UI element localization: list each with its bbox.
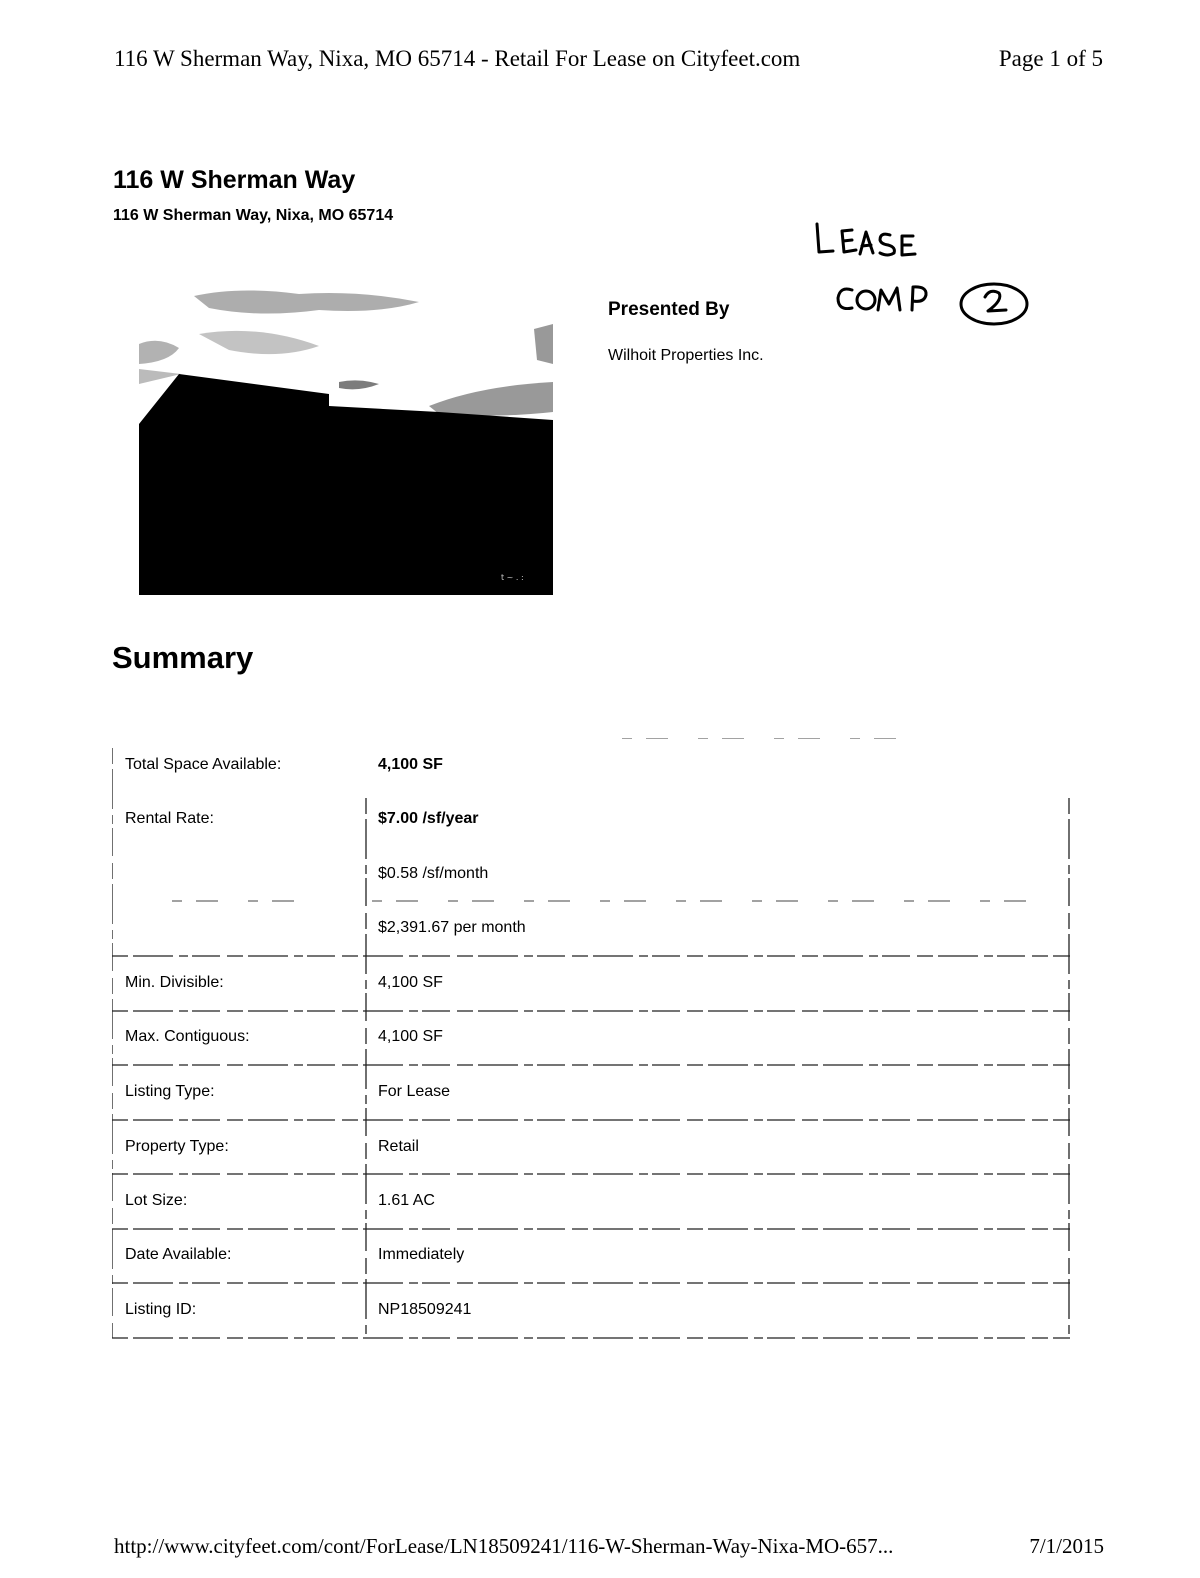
table-row-label: Max. Contiguous:	[125, 1028, 250, 1045]
property-photo	[139, 284, 553, 595]
total-space-label: Total Space Available:	[125, 756, 282, 773]
presented-by-label: Presented By	[608, 299, 730, 320]
footer-url: http://www.cityfeet.com/cont/ForLease/LN18509241/116-W-Sherman-Way-Nixa-MO-657...	[114, 1534, 894, 1558]
table-row-value: 1.61 AC	[378, 1192, 435, 1209]
page-number: Page 1 of 5	[998, 46, 1103, 71]
summary-table	[112, 738, 1070, 1340]
summary-heading: Summary	[112, 640, 254, 675]
table-row-value: 4,100 SF	[378, 1028, 443, 1045]
table-row-label: Date Available:	[125, 1246, 232, 1263]
page-header-title: 116 W Sherman Way, Nixa, MO 65714 - Retail For Lease on Cityfeet.com	[114, 46, 801, 71]
rental-rate-label: Rental Rate:	[125, 810, 214, 827]
table-row-label: Property Type:	[125, 1138, 229, 1155]
table-row-value: For Lease	[378, 1083, 451, 1100]
table-row-label: Listing ID:	[125, 1301, 197, 1318]
table-row-label: Listing Type:	[125, 1083, 215, 1100]
table-borders	[112, 738, 1070, 1340]
table-row-value: Retail	[378, 1138, 419, 1155]
presenter-company: Wilhoit Properties Inc.	[608, 347, 764, 364]
table-row-value: NP18509241	[378, 1301, 472, 1318]
rental-rate-total: $2,391.67 per month	[378, 919, 526, 936]
table-row-value: 4,100 SF	[378, 974, 443, 991]
rental-rate-year: $7.00 /sf/year	[378, 810, 479, 827]
svg-text:t ~ . :: t ~ . :	[501, 573, 524, 582]
footer-date: 7/1/2015	[1029, 1534, 1104, 1558]
handwritten-annotation	[800, 210, 1050, 340]
listing-title: 116 W Sherman Way	[113, 166, 356, 194]
table-row-value: Immediately	[378, 1246, 465, 1263]
table-row-label: Min. Divisible:	[125, 974, 224, 991]
listing-address: 116 W Sherman Way, Nixa, MO 65714	[113, 207, 394, 224]
total-space-value: 4,100 SF	[378, 756, 443, 773]
table-row-label: Lot Size:	[125, 1192, 188, 1209]
rental-rate-month: $0.58 /sf/month	[378, 865, 489, 882]
